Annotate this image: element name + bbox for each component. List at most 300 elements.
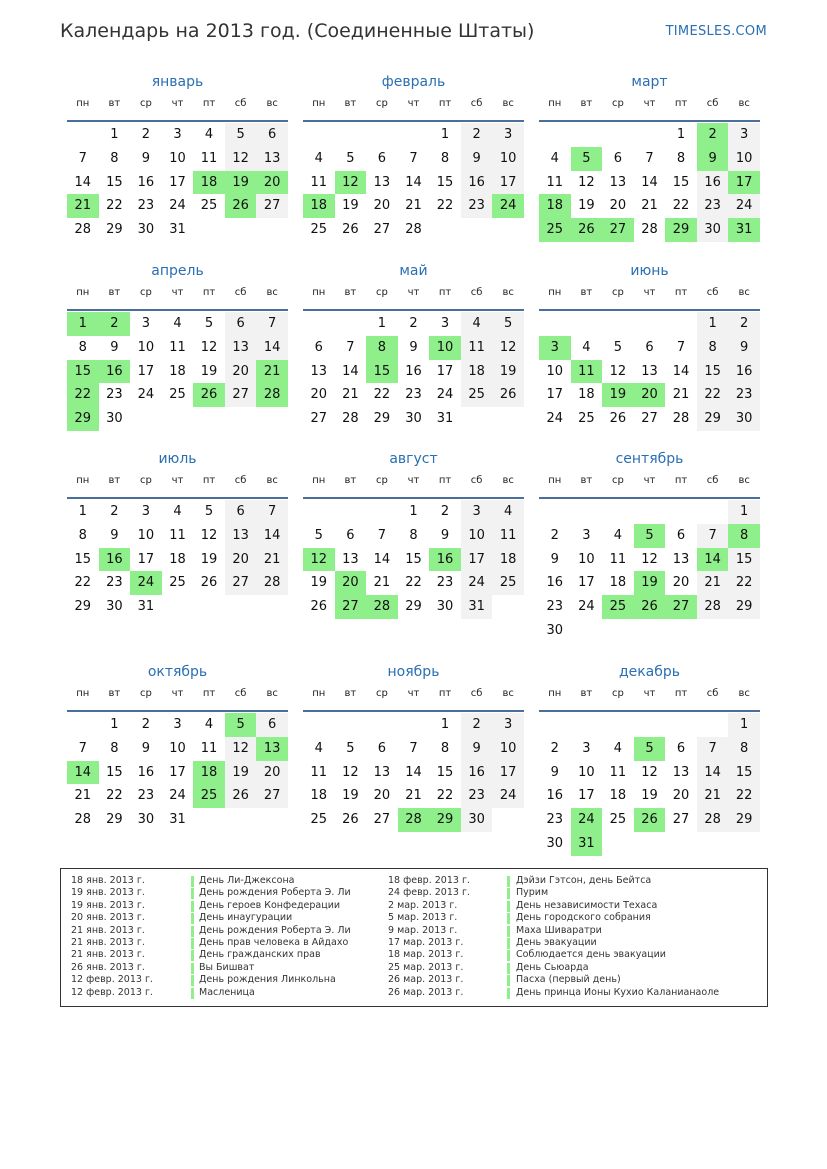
day-cell: 28 [405,222,422,238]
day-cell: 16 [137,174,155,190]
weekend-day-cell: 21 [256,548,288,572]
holiday-day-cell: 11 [571,360,603,384]
holiday-marker [507,950,510,961]
weekend-day-cell: 18 [461,360,493,384]
day-cell: 1 [676,127,686,142]
weekday-label: чт [643,475,656,486]
day-cell: 11 [169,527,186,543]
day-cell: 15 [106,174,123,190]
month-name: июль [158,451,197,467]
weekday-label: вс [738,475,750,486]
day-cell: 25 [169,575,186,591]
day-cell: 6 [314,339,323,355]
day-cell: 11 [546,174,564,190]
weekend-day-cell: 30 [461,808,493,832]
day-cell: 26 [200,575,218,591]
holiday-column-left [71,875,411,999]
day-cell: 6 [377,740,387,756]
header-divider [67,710,288,712]
day-cell: 10 [578,551,595,567]
header-divider [303,309,524,311]
holiday-name: Масленица [199,986,255,998]
day-cell: 21 [405,198,422,214]
day-cell: 25 [169,387,186,403]
weekend-day-cell: 28 [256,571,288,595]
holiday-row [71,925,411,937]
holiday-row [388,887,758,899]
weekday-label: ср [611,98,624,109]
weekend-day-cell: 21 [697,784,729,808]
day-cell: 23 [106,575,123,591]
holiday-date: 18 янв. 2013 г. [71,875,145,886]
day-cell: 1 [78,504,87,519]
day-cell: 20 [609,198,627,214]
holiday-name: День рождения Роберта Э. Ли [199,924,351,936]
weekend-day-cell: 27 [256,784,288,808]
day-cell: 10 [578,764,595,780]
weekend-day-cell: 3 [492,123,524,147]
day-cell: 4 [173,316,182,331]
day-cell: 9 [110,339,119,355]
weekend-day-cell: 9 [461,147,493,171]
weekend-day-cell: 23 [461,194,493,218]
weekend-day-cell: 7 [697,524,729,548]
weekend-day-cell: 24 [492,784,524,808]
day-cell: 1 [110,127,119,142]
holiday-name: День Ли-Джексона [199,875,295,886]
holiday-name: Вы Бишват [199,961,255,973]
day-cell: 22 [74,575,92,591]
day-cell: 5 [204,316,214,331]
weekday-label: сб [470,688,483,699]
brand-link[interactable]: TIMESLES.COM [665,24,767,39]
holiday-name: День прав человека в Айдахо [199,936,349,948]
weekday-label: вс [502,688,514,699]
month-name: июнь [630,263,669,279]
holiday-marker [191,913,194,924]
weekend-day-cell: 8 [728,737,760,761]
weekend-day-cell: 1 [728,500,760,524]
day-cell: 7 [409,740,418,756]
day-cell: 15 [672,174,690,190]
holiday-day-cell: 27 [335,595,367,619]
weekday-label: ср [139,475,152,486]
day-cell: 4 [314,150,323,166]
holiday-row [388,925,758,937]
day-cell: 3 [440,316,450,331]
holiday-marker [191,901,194,912]
day-cell: 22 [373,387,391,403]
weekend-day-cell: 8 [697,336,729,360]
day-cell: 3 [582,740,591,756]
weekday-label: чт [407,98,420,109]
holiday-row [388,912,758,924]
weekend-day-cell: 29 [697,407,729,431]
day-cell: 30 [546,836,564,851]
holiday-name: День городского собрания [516,912,651,924]
weekday-label: ср [139,688,152,699]
header-divider [539,120,760,122]
month-name: ноябрь [387,664,440,680]
holiday-date: 18 февр. 2013 г. [388,875,470,886]
weekend-day-cell: 21 [697,571,729,595]
holiday-day-cell: 29 [665,218,697,242]
day-cell: 28 [641,222,658,238]
day-cell: 28 [672,411,690,427]
holiday-date: 26 мар. 2013 г. [388,986,464,998]
weekday-label: вт [108,475,121,486]
day-cell: 30 [137,812,155,828]
weekend-day-cell: 1 [728,713,760,737]
header-divider [303,710,524,712]
day-cell: 8 [676,150,686,166]
holiday-row [71,875,411,887]
holiday-day-cell: 31 [571,832,603,856]
weekday-label: чт [171,688,184,699]
weekend-day-cell: 4 [461,312,493,336]
holiday-day-cell: 31 [728,218,760,242]
day-cell: 4 [173,504,182,519]
weekend-day-cell: 16 [728,360,760,384]
weekend-day-cell: 22 [728,784,760,808]
day-cell: 12 [342,764,359,780]
holiday-day-cell: 5 [571,147,603,171]
weekday-label: пт [438,475,452,486]
holiday-row [71,962,411,974]
day-cell: 6 [645,339,654,355]
holiday-day-cell: 2 [99,312,131,336]
weekday-label: сб [234,287,247,298]
day-cell: 21 [672,387,690,403]
day-cell: 29 [106,812,123,828]
month-name: апрель [151,263,204,279]
holiday-marker [191,963,194,974]
day-cell: 11 [200,150,218,166]
holiday-day-cell: 19 [225,171,257,195]
holiday-day-cell: 8 [728,524,760,548]
holiday-day-cell: 8 [366,336,398,360]
month-name: февраль [381,74,446,90]
holiday-date: 21 янв. 2013 г. [71,949,145,961]
day-cell: 19 [200,551,218,567]
header-divider [539,497,760,499]
day-cell: 9 [110,527,119,543]
day-cell: 15 [436,174,454,190]
weekday-label: сб [234,688,247,699]
header-divider [67,497,288,499]
header-divider [303,497,524,499]
day-cell: 1 [440,127,450,142]
day-cell: 26 [342,222,359,238]
weekend-day-cell: 30 [697,218,729,242]
holiday-date: 26 мар. 2013 г. [388,974,464,986]
weekday-label: ср [139,287,152,298]
holiday-row [388,949,758,961]
weekend-day-cell: 26 [225,784,257,808]
day-cell: 4 [204,717,214,732]
weekday-label: сб [706,98,719,109]
weekday-label: вс [738,98,750,109]
day-cell: 20 [310,387,328,403]
holiday-name: Дэйзи Гэтсон, день Бейтса [516,875,652,886]
weekday-label: сб [706,475,719,486]
weekend-day-cell: 19 [225,761,257,785]
weekday-header [67,287,288,303]
day-cell: 24 [137,387,155,403]
weekday-label: пн [76,688,90,699]
weekend-day-cell: 20 [225,548,257,572]
holiday-name: День принца Ионы Кухио Каланианаоле [516,986,720,998]
weekday-label: пн [312,287,326,298]
holiday-name: День Сьюарда [516,961,589,973]
weekend-day-cell: 27 [256,194,288,218]
weekend-day-cell: 14 [697,761,729,785]
day-cell: 24 [578,599,595,615]
day-cell: 12 [200,527,218,543]
weekday-label: вт [580,98,593,109]
day-cell: 22 [436,788,454,804]
holiday-date: 20 янв. 2013 г. [71,912,145,924]
weekend-day-cell: 3 [492,713,524,737]
weekday-label: пт [438,287,452,298]
day-cell: 19 [200,363,218,379]
weekend-day-cell: 9 [461,737,493,761]
weekday-label: сб [470,98,483,109]
weekday-label: пн [76,98,90,109]
holiday-day-cell: 21 [256,360,288,384]
day-cell: 11 [310,174,328,190]
weekend-day-cell: 23 [461,784,493,808]
weekday-label: вт [344,287,357,298]
weekday-label: пн [548,688,562,699]
holiday-day-cell: 22 [67,383,99,407]
day-cell: 17 [578,575,595,591]
day-cell: 2 [141,717,151,732]
day-cell: 29 [373,411,391,427]
day-cell: 8 [110,150,119,166]
day-cell: 2 [440,504,450,519]
day-cell: 14 [672,363,690,379]
holiday-day-cell: 28 [398,808,430,832]
weekend-day-cell: 15 [728,761,760,785]
weekday-label: ср [611,287,624,298]
day-cell: 8 [78,339,87,355]
holiday-marker [507,876,510,887]
weekday-label: пт [202,688,216,699]
weekday-label: ср [611,688,624,699]
day-cell: 9 [409,339,418,355]
holiday-row [71,974,411,986]
month-name: март [631,74,668,90]
day-cell: 4 [613,740,623,756]
day-cell: 8 [440,740,450,756]
day-cell: 5 [613,339,623,355]
day-cell: 30 [546,623,564,638]
holiday-day-cell: 16 [429,548,461,572]
weekday-label: вс [502,287,514,298]
day-cell: 25 [200,198,218,214]
holiday-marker [507,963,510,974]
day-cell: 30 [106,411,123,427]
day-cell: 25 [578,411,595,427]
day-cell: 1 [409,504,418,519]
day-cell: 17 [578,788,595,804]
holiday-row [388,900,758,912]
weekend-day-cell: 29 [728,808,760,832]
holiday-day-cell: 28 [366,595,398,619]
weekend-day-cell: 14 [256,336,288,360]
holiday-date: 19 янв. 2013 г. [71,899,145,911]
weekday-label: сб [234,98,247,109]
weekend-day-cell: 7 [697,737,729,761]
day-cell: 14 [405,174,422,190]
day-cell: 7 [346,339,355,355]
day-cell: 27 [310,411,328,427]
weekend-day-cell: 2 [728,312,760,336]
day-cell: 9 [550,764,559,780]
weekday-label: вт [580,287,593,298]
weekend-day-cell: 6 [256,713,288,737]
weekday-label: вс [266,475,278,486]
holiday-day-cell: 26 [571,218,603,242]
holiday-row [388,937,758,949]
weekend-day-cell: 22 [697,383,729,407]
holiday-day-cell: 25 [602,595,634,619]
holiday-day-cell: 26 [634,808,666,832]
holiday-marker [507,901,510,912]
day-cell: 14 [373,551,391,567]
holiday-date: 17 мар. 2013 г. [388,936,464,948]
weekday-label: вс [266,98,278,109]
weekday-label: вт [108,688,121,699]
day-cell: 26 [342,812,359,828]
weekday-label: вт [580,688,593,699]
holiday-day-cell: 13 [256,737,288,761]
weekday-label: сб [706,287,719,298]
weekend-day-cell: 16 [461,761,493,785]
day-cell: 23 [546,812,564,828]
weekday-label: ср [375,287,388,298]
header-divider [539,309,760,311]
day-cell: 22 [405,575,422,591]
day-cell: 15 [106,764,123,780]
day-cell: 16 [546,575,564,591]
weekend-day-cell: 17 [461,548,493,572]
weekend-day-cell: 17 [492,171,524,195]
header-divider [67,309,288,311]
holiday-date: 12 февр. 2013 г. [71,974,153,986]
weekday-label: вс [266,688,278,699]
holiday-day-cell: 27 [665,595,697,619]
day-cell: 24 [546,411,564,427]
holiday-row [388,987,758,999]
day-cell: 22 [672,198,690,214]
day-cell: 13 [609,174,627,190]
day-cell: 17 [436,363,454,379]
weekday-label: вс [738,688,750,699]
day-cell: 12 [200,339,218,355]
holiday-day-cell: 26 [634,595,666,619]
holiday-marker [191,988,194,999]
holiday-day-cell: 24 [130,571,162,595]
weekday-label: чт [171,287,184,298]
weekday-label: сб [470,287,483,298]
day-cell: 13 [672,764,690,780]
weekday-label: чт [643,688,656,699]
day-cell: 11 [609,764,627,780]
day-cell: 26 [310,599,328,615]
weekday-label: вт [580,475,593,486]
holiday-row [71,887,411,899]
weekday-label: пт [674,688,688,699]
weekend-day-cell: 14 [256,524,288,548]
day-cell: 7 [645,150,654,166]
day-cell: 20 [373,198,391,214]
weekend-day-cell: 23 [697,194,729,218]
weekday-label: вс [502,98,514,109]
weekend-day-cell: 1 [697,312,729,336]
day-cell: 20 [672,575,690,591]
day-cell: 21 [405,788,422,804]
day-cell: 18 [578,387,595,403]
holiday-marker [507,913,510,924]
weekday-label: вт [344,688,357,699]
weekend-day-cell: 24 [728,194,760,218]
holiday-row [71,987,411,999]
holiday-day-cell: 3 [539,336,571,360]
holiday-marker [507,988,510,999]
day-cell: 4 [204,127,214,142]
day-cell: 19 [641,788,658,804]
weekday-label: пн [312,688,326,699]
day-cell: 3 [141,316,151,331]
weekend-day-cell: 19 [492,360,524,384]
day-cell: 2 [409,316,418,331]
day-cell: 18 [609,575,627,591]
holiday-day-cell: 12 [335,171,367,195]
weekend-day-cell: 5 [492,312,524,336]
day-cell: 7 [78,150,87,166]
header-divider [303,120,524,122]
weekday-header [539,475,760,491]
holiday-day-cell: 20 [256,171,288,195]
weekend-day-cell: 2 [461,713,493,737]
holiday-name: День рождения Роберта Э. Ли [199,887,351,899]
weekend-day-cell: 3 [728,123,760,147]
weekday-label: вс [738,287,750,298]
weekday-label: пт [674,98,688,109]
holiday-marker [507,975,510,986]
day-cell: 4 [314,740,323,756]
day-cell: 31 [436,411,454,427]
holiday-row [388,875,758,887]
weekday-header [67,688,288,704]
holiday-row [388,962,758,974]
holiday-day-cell: 5 [634,524,666,548]
day-cell: 8 [78,527,87,543]
day-cell: 7 [409,150,418,166]
weekday-header [539,688,760,704]
weekday-label: сб [234,475,247,486]
holiday-day-cell: 2 [697,123,729,147]
day-cell: 10 [137,527,155,543]
day-cell: 30 [436,599,454,615]
holiday-day-cell: 18 [539,194,571,218]
holiday-day-cell: 18 [303,194,335,218]
weekday-label: вт [108,98,121,109]
weekend-day-cell: 12 [492,336,524,360]
weekend-day-cell: 16 [697,171,729,195]
